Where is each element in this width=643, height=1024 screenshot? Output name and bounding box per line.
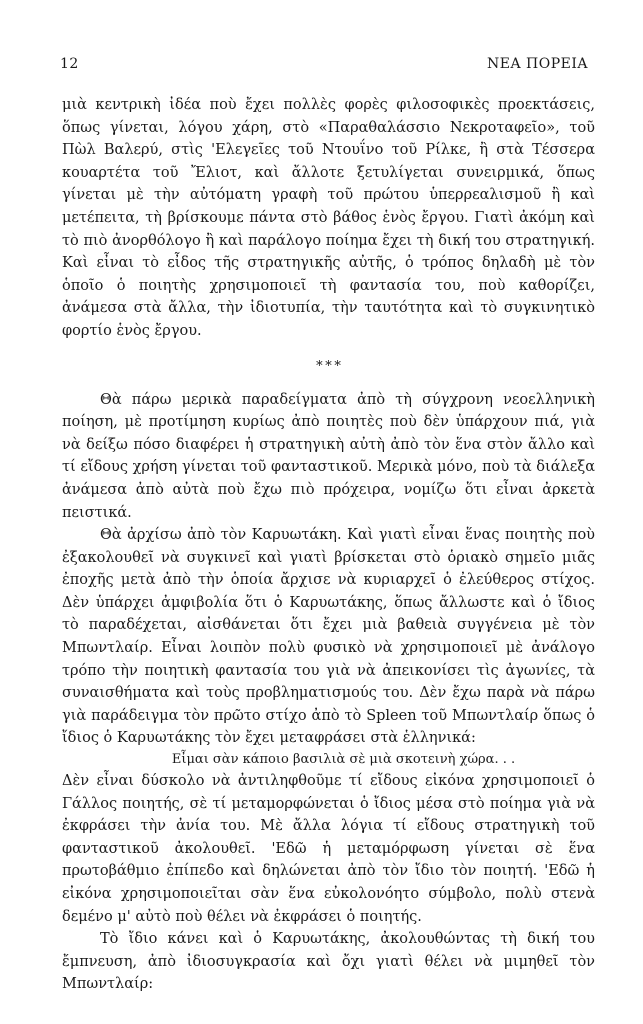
running-header [60, 56, 588, 72]
paragraph-continuation: μιὰ κεντρικὴ ἰδέα ποὺ ἔχει πολλὲς φορὲς φιλοσοφικὲς προεκτάσεις, ὅπως γίνεται, λόγου χάρη, στὸ «Παραθαλάσσιο Νεκροταφεῖο», τοῦ Πὼλ Βαλερύ, στὶς 'Ελεγεῖες τοῦ Ντουΐνο τοῦ Ρίλκε, ἢ στὰ Τέσσερα κουαρτέτα τοῦ Ἔλιοτ, καὶ ἄλλοτε ξετυλίγεται συνειρμικά, ὅπως γίνεται μὲ τὴν αὐτόματη γραφὴ τοῦ πρώτου ὑπερρεαλισμοῦ ἢ καὶ μετέπειτα, τὴ βρίσκουμε πάντα στὸ βάθος ἑνὸς ἔργου. Γιατὶ ἀκόμη καὶ τὸ πιὸ ἀνορθόλογο ἢ καὶ παράλογο ποίημα ἔχει τὴ δική του στρατηγική. Καὶ εἶναι τὸ εἶδος τῆς στρατηγικῆς αὐτῆς, ὁ τρόπος δηλαδὴ μὲ τὸν ὁποῖο ὁ ποιητὴς χρησιμοποιεῖ τὴ φαντασία του, ποὺ καθορίζει, ἀνάμεσα στὰ ἄλλα, τὴν ἰδιοτυπία, τὴν ταυτότητα καὶ τὸ συγκινητικὸ φορτίο ἑνὸς ἔργου. [62, 97, 595, 339]
paragraph-continued: Δὲν εἶναι δύσκολο νὰ ἀντιληφθοῦμε τί εἴδους εἰκόνα χρησιμοποιεῖ ὁ Γάλλος ποιητής, σὲ τί μεταμορφώνεται ὁ ἴδιος μέσα στὸ ποίημα γιὰ νὰ ἐκφράσει τὴν ἀνία του. Μὲ ἄλλα λόγια τί εἴδους στρατηγικὴ τοῦ φανταστικοῦ ἀκολουθεῖ. 'Εδῶ ἡ μεταμόρφωση γίνεται σὲ ἕνα πρωτοβάθμιο ἐπίπεδο καὶ δηλώνεται ἀπὸ τὸν ἴδιο τὸν ποιητή. 'Εδῶ ἡ εἰκόνα χρησιμοποιεῖται σὰν ἕνα εὐκολονόητο σύμβολο, πολὺ στενὰ δεμένο μ' αὐτὸ ποὺ θέλει νὰ ἐκφράσει ὁ ποιητής. [62, 773, 595, 925]
body-text [62, 94, 595, 996]
verse-quote: Εἶμαι σὰν κάποιο βασιλιὰ σὲ μιὰ σκοτεινὴ χώρα. . . [171, 752, 516, 768]
page-number: 12 [60, 56, 79, 72]
section-separator: * * * [316, 358, 341, 374]
paragraph: Τὸ ἴδιο κάνει καὶ ὁ Καρυωτάκης, ἀκολουθώντας τὴ δική του ἔμπνευση, ἀπὸ ἰδιοσυγκρασία καὶ ὄχι γιατὶ θέλει νὰ μιμηθεῖ τὸν Μπωντλαίρ: [62, 931, 595, 993]
paragraph: Θὰ ἀρχίσω ἀπὸ τὸν Καρυωτάκη. Καὶ γιατὶ εἶναι ἕνας ποιητὴς ποὺ ἐξακολουθεῖ νὰ συγκινεῖ καὶ γιατὶ βρίσκεται στὸ ὁριακὸ σημεῖο μιᾶς ἐποχῆς μετὰ ἀπὸ τὴν ὁποία ἄρχισε νὰ κυριαρχεῖ ὁ ἐλεύθερος στίχος. Δὲν ὑπάρχει ἀμφιβολία ὅτι ὁ Καρυωτάκης, ὅπως ἄλλωστε καὶ ὁ ἴδιος τὸ παραδέχεται, αἰσθάνεται ὅτι ἔχει μιὰ βαθειὰ συγγένεια μὲ τὸν Μπωντλαίρ. Εἶναι λοιπὸν πολὺ φυσικὸ νὰ χρησιμοποιεῖ μὲ ἀνάλογο τρόπο τὴν ποιητικὴ φαντασία του γιὰ νὰ ἀπεικονίσει τὶς ἀγωνίες, τὰ συναισθήματα καὶ τοὺς προβληματισμούς του. Δὲν ἔχω παρὰ νὰ πάρω γιὰ παράδειγμα τὸν πρῶτο στίχο ἀπὸ τὸ Spleen τοῦ Μπωντλαίρ ὅπως ὁ ἴδιος ὁ Καρυωτάκης τὸν ἔχει μεταφράσει στὰ ἑλληνικά: [62, 527, 595, 747]
journal-title: ΝΕΑ ΠΟΡΕΙΑ [487, 56, 588, 72]
paragraph: Θὰ πάρω μερικὰ παραδείγματα ἀπὸ τὴ σύγχρονη νεοελληνικὴ ποίηση, μὲ προτίμηση κυρίως ἀπὸ ποιητὲς ποὺ δὲν ὑπάρχουν πιά, γιὰ νὰ δείξω πόσο διαφέρει ἡ στρατηγικὴ αὐτὴ ἀπὸ τὸν ἕνα στὸν ἄλλο καὶ τί εἴδους χρήση γίνεται τοῦ φανταστικοῦ. Μερικὰ μόνο, ποὺ τὰ διάλεξα ἀνάμεσα ἀπὸ αὐτὰ ποὺ ἔχω πιὸ πρόχειρα, νομίζω ὅτι εἶναι ἀρκετὰ πειστικά. [62, 391, 595, 521]
